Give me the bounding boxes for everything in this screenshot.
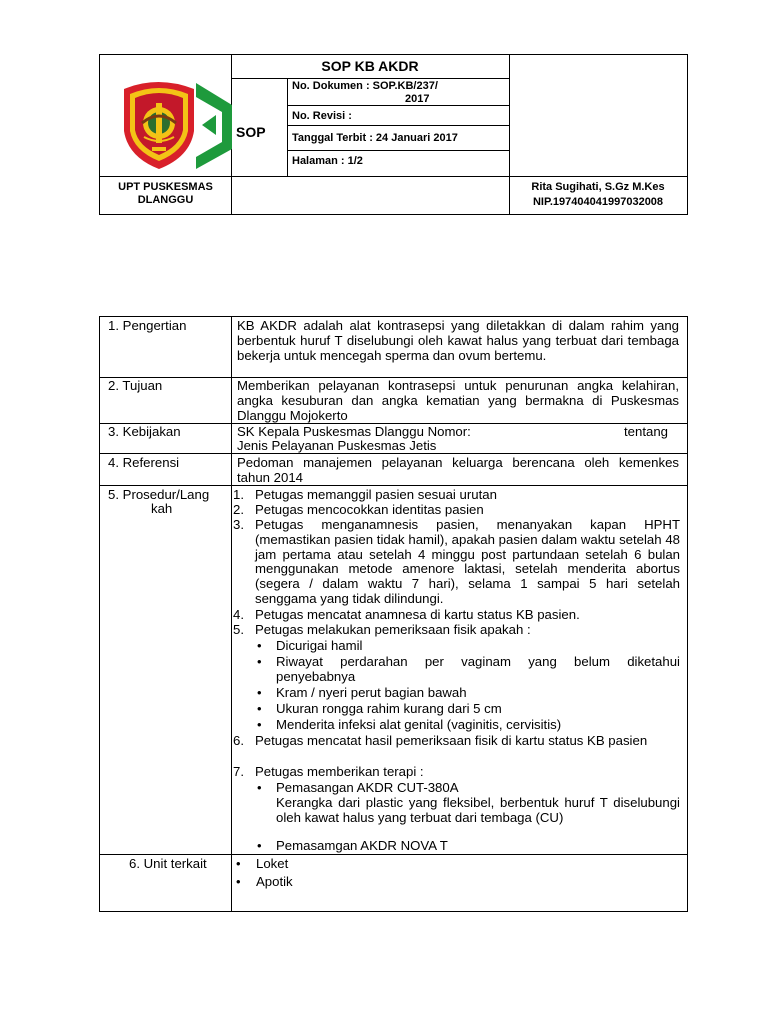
unit-item: Apotik bbox=[256, 874, 293, 889]
bullet-icon: • bbox=[257, 638, 262, 653]
org-name-line1: UPT PUSKESMAS bbox=[118, 181, 213, 193]
row-label-unit: 6. Unit terkait bbox=[129, 856, 207, 871]
unit-item: Loket bbox=[256, 856, 289, 871]
bullet-icon: • bbox=[257, 838, 262, 853]
revision-number: No. Revisi : bbox=[292, 110, 352, 122]
exam-item: Dicurigai hamil bbox=[276, 638, 363, 653]
step-number: 2. bbox=[233, 502, 244, 517]
step-number: 6. bbox=[233, 733, 244, 748]
step-number: 4. bbox=[233, 607, 244, 622]
bullet-icon: • bbox=[257, 701, 262, 716]
exam-item: Kram / nyeri perut bagian bawah bbox=[276, 685, 467, 700]
table-column-divider bbox=[231, 317, 232, 911]
document-title: SOP KB AKDR bbox=[321, 58, 419, 74]
bullet-icon: • bbox=[236, 874, 241, 889]
step-text: Petugas mencatat anamnesa di kartu status KB pasien. bbox=[255, 607, 580, 622]
row-divider-5 bbox=[100, 854, 687, 855]
header-divider-h1 bbox=[231, 78, 509, 79]
row-label-pengertian: 1. Pengertian bbox=[108, 318, 187, 333]
row-text-pengertian: KB AKDR adalah alat kontrasepsi yang diletakkan di dalam rahim yang berbentuk huruf T diselubungi oleh kawat halus yang terbuat dari tembaga bekerja untuk mencegah sperma dan ovum bertemu. bbox=[237, 318, 679, 363]
bullet-icon: • bbox=[236, 856, 241, 871]
row-text-referensi: Pedoman manajemen pelayanan keluarga berencana oleh kemenkes tahun 2014 bbox=[237, 455, 679, 485]
row-label-prosedur: 5. Prosedur/Lang bbox=[108, 487, 210, 502]
therapy-item: Pemasangan AKDR CUT-380A bbox=[276, 780, 459, 795]
exam-item: Menderita infeksi alat genital (vaginitis, cervisitis) bbox=[276, 717, 562, 732]
row-text-kebijakan-line2: Jenis Pelayanan Puskesmas Jetis bbox=[237, 438, 437, 453]
step-number: 5. bbox=[233, 622, 244, 637]
bullet-icon: • bbox=[257, 685, 262, 700]
sop-label: SOP bbox=[236, 124, 266, 140]
exam-item: Ukuran rongga rahim kurang dari 5 cm bbox=[276, 701, 502, 716]
header-divider-v3 bbox=[287, 78, 288, 176]
header-divider-h5 bbox=[100, 176, 687, 177]
signer-name: Rita Sugihati, S.Gz M.Kes bbox=[531, 181, 665, 193]
bullet-icon: • bbox=[257, 717, 262, 732]
regency-crest-logo bbox=[118, 79, 233, 171]
exam-item: Riwayat perdarahan per vaginam yang belum diketahui penyebabnya bbox=[276, 654, 680, 684]
step-text: Petugas memanggil pasien sesuai urutan bbox=[255, 487, 497, 502]
issue-date: Tanggal Terbit : 24 Januari 2017 bbox=[292, 132, 458, 144]
doc-number: No. Dokumen : SOP.KB/237/ bbox=[292, 80, 438, 92]
doc-number-cont: 2017 bbox=[405, 93, 430, 105]
row-text-tujuan: Memberikan pelayanan kontrasepsi untuk penurunan angka kelahiran, angka kesuburan dan angka kematian yang bermakna di Puskesmas Dlanggu Mojokerto bbox=[237, 378, 679, 423]
step-text: Petugas mencocokkan identitas pasien bbox=[255, 502, 484, 517]
row-label-referensi: 4. Referensi bbox=[108, 455, 180, 470]
row-label-tujuan: 2. Tujuan bbox=[108, 378, 163, 393]
bullet-icon: • bbox=[257, 780, 262, 795]
row-text-kebijakan-tentang: tentang bbox=[624, 424, 668, 439]
bullet-icon: • bbox=[257, 654, 262, 669]
signer-nip: NIP.197404041997032008 bbox=[532, 196, 664, 208]
step-number: 7. bbox=[233, 764, 244, 779]
page-number: Halaman : 1/2 bbox=[292, 155, 363, 167]
document-header-table bbox=[99, 54, 688, 215]
step-number: 3. bbox=[233, 517, 244, 532]
header-divider-h3 bbox=[287, 125, 509, 126]
header-divider-h4 bbox=[287, 150, 509, 151]
header-divider-h2 bbox=[287, 105, 509, 106]
sop-content-table bbox=[99, 316, 688, 912]
step-text: Petugas mencatat hasil pemeriksaan fisik di kartu status KB pasien bbox=[255, 733, 648, 748]
row-label-prosedur-cont: kah bbox=[151, 501, 173, 516]
therapy-item: Pemasamgan AKDR NOVA T bbox=[276, 838, 448, 853]
step-text: Petugas memberikan terapi : bbox=[255, 764, 424, 779]
row-text-kebijakan-line1: SK Kepala Puskesmas Dlanggu Nomor: bbox=[237, 424, 471, 439]
step-text: Petugas menganamnesis pasien, menanyakan kapan HPHT (memastikan pasien tidak hamil), apakah pasien dalam waktu setelah 48 jam pertama atau setelah 4 minggu post partundaan setelah 6 bulan menggunakan metode amenore laktasi, setelah menderita abortus (segera / dalam waktu 7 hari), selama 1 sampai 5 hari setelah senggama yang tidak dilindungi. bbox=[255, 517, 680, 606]
step-text: Petugas melakukan pemeriksaan fisik apakah : bbox=[255, 622, 531, 637]
therapy-note: Kerangka dari plastic yang fleksibel, berbentuk huruf T diselubungi oleh kawat halus yang terbuat dari tembaga (CU) bbox=[276, 795, 680, 825]
org-name-line2: DLANGGU bbox=[137, 194, 194, 206]
step-number: 1. bbox=[233, 487, 244, 502]
row-label-kebijakan: 3. Kebijakan bbox=[108, 424, 181, 439]
